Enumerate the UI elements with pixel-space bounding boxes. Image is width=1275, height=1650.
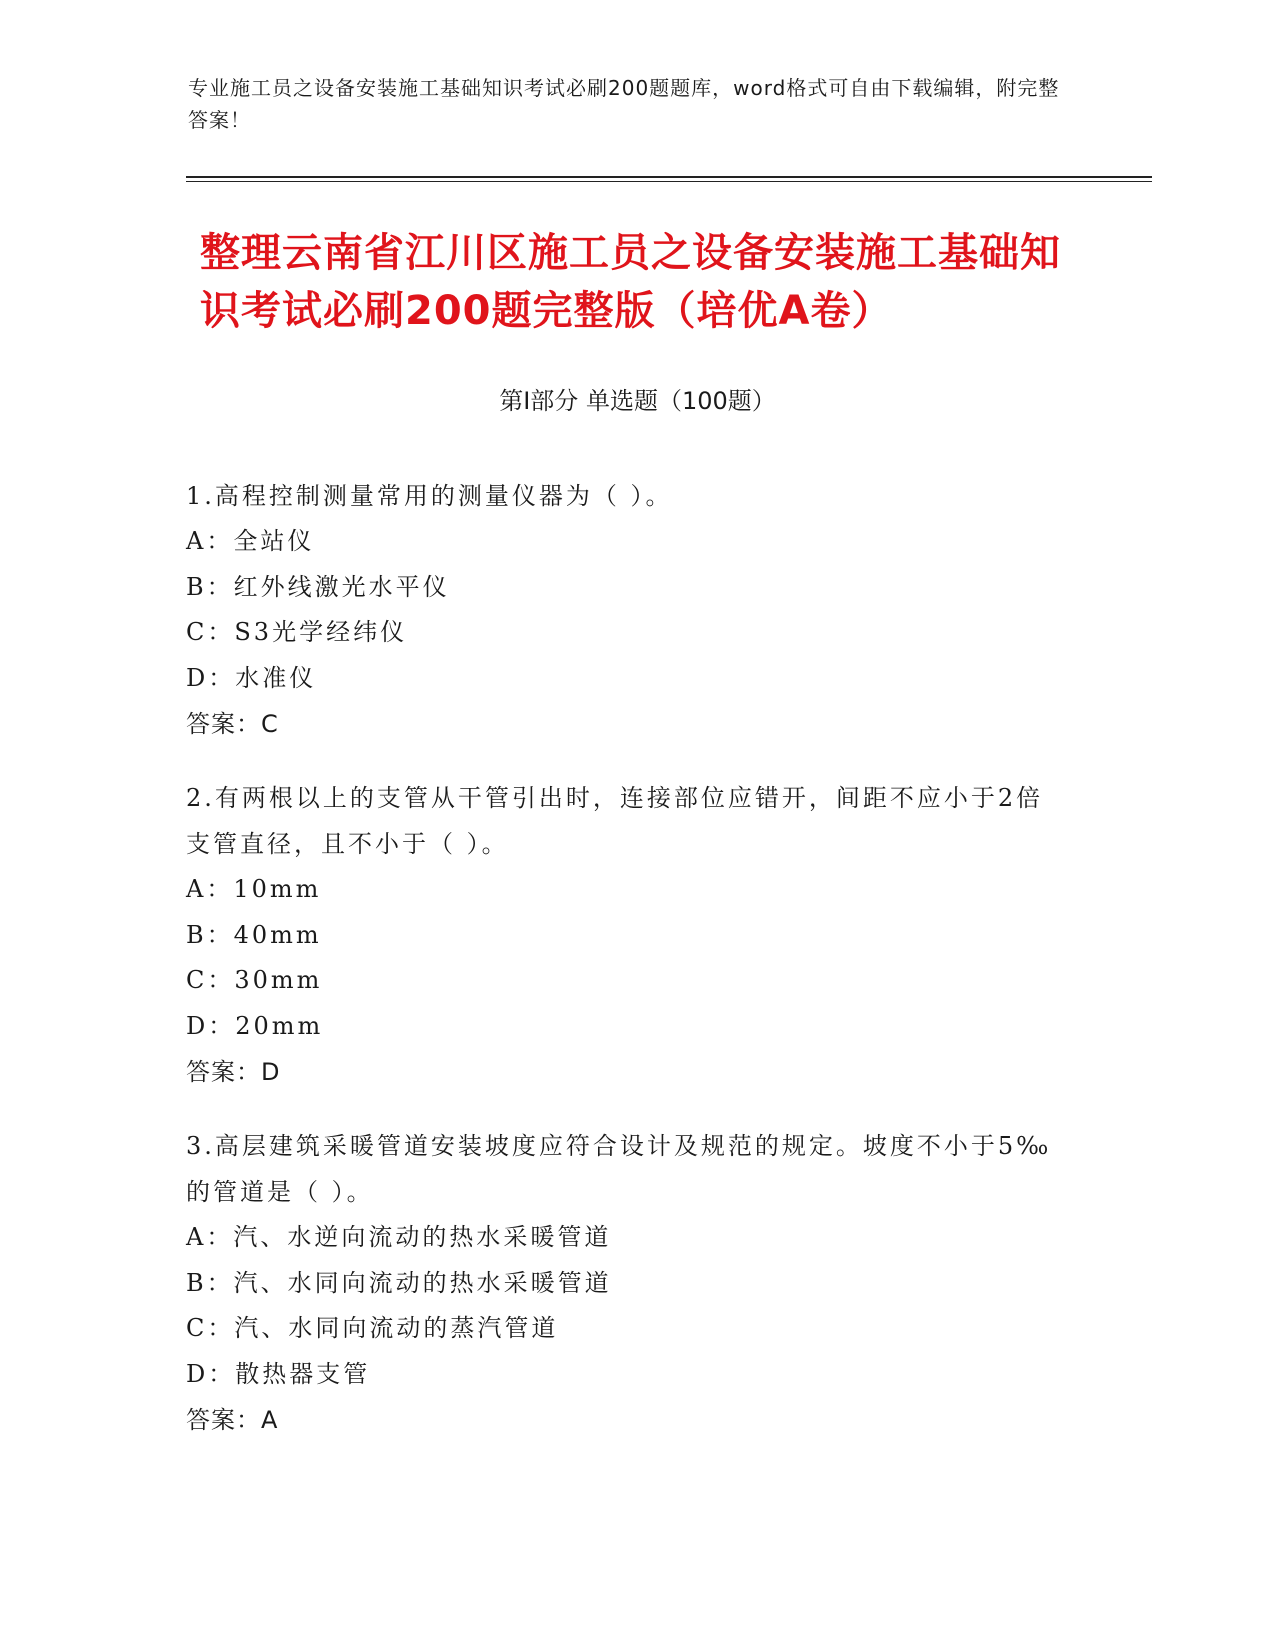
question-stem: 2.有两根以上的支管从干管引出时，连接部位应错开，间距不应小于2倍支管直径，且不小于（ ）。 xyxy=(186,784,1044,858)
question-2 xyxy=(186,775,1066,1095)
header-rule-thick xyxy=(186,176,1152,178)
option-b: B：40mm xyxy=(186,920,322,949)
section-heading: 第Ⅰ部分 单选题（100题） xyxy=(499,387,776,415)
document-title: 整理云南省江川区施工员之设备安装施工基础知识考试必刷200题完整版（培优A卷） xyxy=(200,230,1061,334)
option-d: D：散热器支管 xyxy=(186,1359,371,1388)
option-c: C：汽、水同向流动的蒸汽管道 xyxy=(186,1314,559,1342)
question-stem: 3.高层建筑采暖管道安装坡度应符合设计及规范的规定。坡度不小于5‰的管道是（ ）。 xyxy=(186,1132,1052,1206)
question-3 xyxy=(186,1123,1066,1443)
question-stem: 1.高程控制测量常用的测量仪器为（ ）。 xyxy=(186,482,673,510)
header-rule-thin xyxy=(186,181,1152,182)
question-list xyxy=(186,473,1066,1471)
option-b: B：红外线激光水平仪 xyxy=(186,572,450,601)
answer: 答案：D xyxy=(186,1058,281,1086)
option-d: D：水准仪 xyxy=(186,663,317,692)
answer: 答案：C xyxy=(186,710,279,738)
question-1 xyxy=(186,473,1066,747)
option-a: A：汽、水逆向流动的热水采暖管道 xyxy=(186,1223,612,1251)
option-c: C：S3光学经纬仪 xyxy=(186,618,408,646)
option-c: C：30mm xyxy=(186,966,323,994)
option-a: A：10mm xyxy=(186,875,322,903)
header-note: 专业施工员之设备安装施工基础知识考试必刷200题题库，word格式可自由下载编辑，附完整答案！ xyxy=(188,76,1060,132)
option-b: B：汽、水同向流动的热水采暖管道 xyxy=(186,1268,612,1297)
option-a: A：全站仪 xyxy=(186,527,315,555)
option-d: D：20mm xyxy=(186,1011,324,1040)
answer: 答案：A xyxy=(186,1406,279,1434)
